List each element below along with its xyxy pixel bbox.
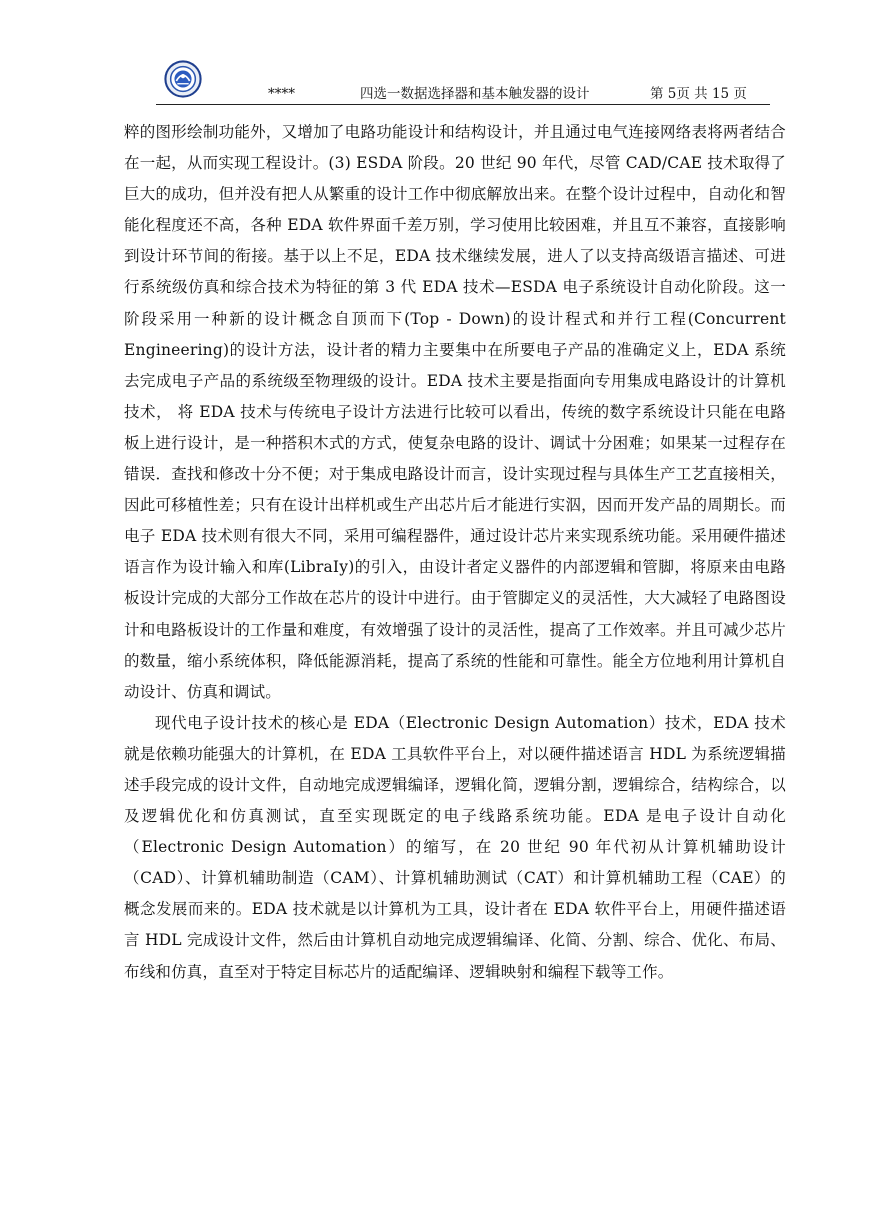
header-stars: **** — [268, 86, 295, 102]
university-logo — [164, 60, 202, 98]
header-title: 四选一数据选择器和基本触发器的设计 — [360, 86, 590, 102]
paragraph: 粹的图形绘制功能外，又增加了电路功能设计和结构设计，并且通过电气连接网络表将两者结合在一起，从而实现工程设计。(3) ESDA 阶段。20 世纪 90 年代，尽管 CAD/CAE 技术取得了巨大的成功，但并没有把人从繁重的设计工作中彻底解放出来。在整个设计过程中，自动化和智能化程度还不高，各种 EDA 软件界面千差万别，学习使用比较困难，并且互不兼容，直接影响到设计环节间的衔接。基于以上不足，EDA 技术继续发展，进人了以支持高级语言描述、可进行系统级仿真和综合技术为特征的第 3 代 EDA 技术—ESDA 电子系统设计自动化阶段。这一阶段采用一种新的设计概念自顶而下(Top - Down)的设计程式和并行工程(Concurrent Engineering)的设计方法，设计者的精力主要集中在所要电子产品的准确定义上，EDA 系统去完成电子产品的系统级至物理级的设计。EDA 技术主要是指面向专用集成电路设计的计算机技术， 将 EDA 技术与传统电子设计方法进行比较可以看出，传统的数字系统设计只能在电路板上进行设计，是一种搭积木式的方式，使复杂电路的设计、调试十分困难；如果某一过程存在错误．查找和修改十分不便；对于集成电路设计而言，设计实现过程与具体生产工艺直接相关，因此可移植性差；只有在设计出样机或生产出芯片后才能进行实泅，因而开发产品的周期长。而电子 EDA 技术则有很大不同，采用可编程器件，通过设计芯片来实现系统功能。采用硬件描述语言作为设计输入和库(LibraIy)的引入，由设计者定义器件的内部逻辑和管脚，将原来由电路板设计完成的大部分工作故在芯片的设计中进行。由于管脚定义的灵活性，大大减轻了电路图设计和电路板设计的工作量和难度，有效增强了设计的灵活性，提高了工作效率。并且可减少芯片的数量，缩小系统体积，降低能源消耗，提高了系统的性能和可靠性。能全方位地利用计算机自动设计、仿真和调试。 — [124, 123, 786, 701]
header-page-info: 第 5页 共 15 页 — [650, 86, 747, 102]
page-body — [124, 117, 786, 988]
page-header — [156, 58, 770, 105]
paragraph: 现代电子设计技术的核心是 EDA（Electronic Design Automation）技术，EDA 技术就是依赖功能强大的计算机，在 EDA 工具软件平台上，对以硬件描述语言 HDL 为系统逻辑描述手段完成的设计文件，自动地完成逻辑编译，逻辑化简，逻辑分割，逻辑综合，结构综合，以及逻辑优化和仿真测试，直至实现既定的电子线路系统功能。EDA 是电子设计自动化（Electronic Design Automation）的缩写，在 20 世纪 90 年代初从计算机辅助设计（CAD）、计算机辅助制造（CAM）、计算机辅助测试（CAT）和计算机辅助工程（CAE）的概念发展而来的。EDA 技术就是以计算机为工具，设计者在 EDA 软件平台上，用硬件描述语言 HDL 完成设计文件，然后由计算机自动地完成逻辑编译、化简、分割、综合、优化、布局、布线和仿真，直至对于特定目标芯片的适配编译、逻辑映射和编程下载等工作。 — [124, 713, 786, 981]
